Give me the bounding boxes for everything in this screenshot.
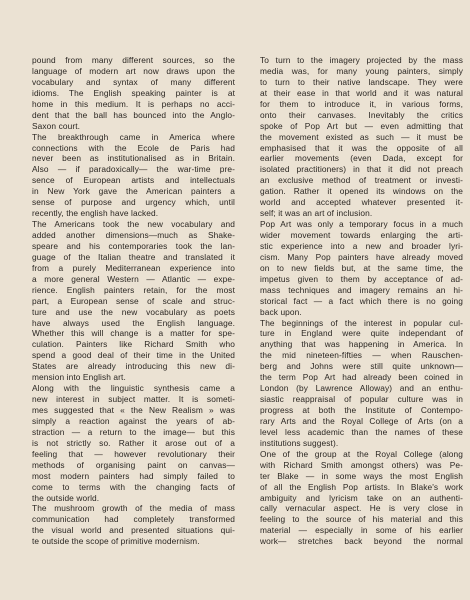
text-line: an exclusive method of treatment or investi- bbox=[260, 175, 463, 186]
text-line: of all the English Pop artists. In Blake's work bbox=[260, 481, 463, 492]
text-line: mension into English art. bbox=[32, 372, 126, 383]
text-line: Pop Art was only a temporary focus in a much bbox=[260, 219, 463, 230]
text-line: world and accepted whatever presented it- bbox=[260, 197, 463, 208]
text-line: never been as institutionalised as in Britain. bbox=[32, 153, 235, 164]
text-line: a more general Western — Atlantic — expe- bbox=[32, 273, 235, 284]
text-line: idioms. The English speaking painter is at bbox=[32, 87, 235, 98]
text-line: from a purely Mediterranean experience into bbox=[32, 262, 235, 273]
text-line: communication had completely transformed bbox=[32, 514, 235, 525]
text-line: wider movement towards enlarging the arti- bbox=[260, 230, 463, 240]
left-text-column bbox=[32, 55, 235, 547]
text-line: stic experience into a new and broader lyri- bbox=[260, 240, 463, 251]
text-line: States are already introducing this new di- bbox=[32, 361, 235, 372]
text-line: level less academic than the names of these bbox=[260, 426, 463, 437]
text-line: for them to introduce it, in various forms, bbox=[260, 98, 463, 109]
text-line: in New York gave the American painters a bbox=[32, 186, 235, 197]
text-line: guage of the Italian theatre and translated it bbox=[32, 251, 235, 262]
text-line: added another dimensions—much as Shake- bbox=[32, 230, 235, 240]
text-line: back upon. bbox=[260, 306, 302, 317]
text-line: self; it was an art of inclusion. bbox=[260, 208, 373, 219]
text-line: siastic reappraisal of popular culture was in bbox=[260, 394, 463, 405]
text-line: material — especially in some of his earlier bbox=[260, 525, 463, 536]
text-line: The beginnings of the interest in popular cul- bbox=[260, 317, 463, 328]
text-line: the term Pop Art had already been coined in bbox=[260, 372, 463, 383]
text-line: on to new fields but, at the same time, the bbox=[260, 262, 463, 273]
text-line: The Americans took the new vocabulary and bbox=[32, 219, 235, 230]
text-line: most modern painters had simply failed to bbox=[32, 470, 235, 481]
text-line: new interest in subject matter. It is someti- bbox=[32, 394, 235, 405]
text-line: feeling that — however revolutionary their bbox=[32, 448, 235, 459]
text-line: media was, for many young painters, simply bbox=[260, 65, 463, 76]
text-line: home in this medium. It is perhaps no acci- bbox=[32, 98, 235, 109]
text-line: have always used the English language. bbox=[32, 317, 235, 328]
text-line: cally vernacular aspect. He is very close in bbox=[260, 503, 463, 514]
text-line: One of the group at the Royal College (along bbox=[260, 448, 463, 459]
text-line: impetus given to them by acceptance of ad- bbox=[260, 273, 463, 284]
text-line: ambiguity and lyricism take on an authenti- bbox=[260, 492, 463, 503]
text-line: is not strictly so. Rather it arose out of a bbox=[32, 437, 235, 448]
text-line: isolated practitioners) in that it did not preach bbox=[260, 164, 463, 175]
text-line: gation. Rather it opened its windows on the bbox=[260, 186, 463, 197]
text-line: Whether this will change is a matter for spe- bbox=[32, 328, 235, 339]
text-line: methods of organising paint on canvas— bbox=[32, 459, 235, 470]
right-text-column bbox=[260, 55, 463, 547]
text-line: The breakthrough came in America where bbox=[32, 131, 235, 142]
text-line: To turn to the imagery projected by the mass bbox=[260, 55, 463, 65]
text-line: earlier movements (even Dada, except for bbox=[260, 153, 463, 164]
text-line: sense of purpose and urgency which, until bbox=[32, 197, 235, 208]
text-line: mass techniques and imagery remains an hi- bbox=[260, 284, 463, 295]
text-line: storical fact — a fact which there is no going bbox=[260, 295, 463, 306]
text-line: anything that was happening in America. In bbox=[260, 339, 463, 350]
text-line: the mid nineteen-fifties — when Rauschen- bbox=[260, 350, 463, 361]
text-line: work— stretches back beyond the normal bbox=[260, 536, 463, 547]
text-line: cism. Many Pop painters have already moved bbox=[260, 251, 463, 262]
text-line: speare and his contemporaries took the lan- bbox=[32, 240, 235, 251]
text-line: the movement existed as such — it must be bbox=[260, 131, 463, 142]
text-line: at their ease in that world and it was natural bbox=[260, 87, 463, 98]
text-line: Saxon court. bbox=[32, 120, 81, 131]
text-line: come to terms with the changing facts of bbox=[32, 481, 235, 492]
text-line: straction — a return to the image— but this bbox=[32, 426, 235, 437]
text-line: connections with the Ecole de Paris had bbox=[32, 142, 235, 153]
text-line: sence of European artists and intellectuals bbox=[32, 175, 235, 186]
text-line: institutions suggest). bbox=[260, 437, 339, 448]
text-line: feeling to the source of his material and this bbox=[260, 514, 463, 525]
text-line: te outside the scope of primitive modernism. bbox=[32, 536, 200, 547]
text-line: Also — if paradoxically— the war-time pre- bbox=[32, 164, 235, 175]
text-line: recently, the english have lacked. bbox=[32, 208, 159, 219]
text-line: with Richard Smith amongst others) was Pe- bbox=[260, 459, 463, 470]
text-line: the visual world and presented situations qui- bbox=[32, 525, 235, 536]
text-line: Along with the linguistic synthesis came a bbox=[32, 383, 235, 394]
text-line: mes suggested that « the New Realism » was bbox=[32, 405, 235, 415]
text-line: ture and use the new vocabulary as poets bbox=[32, 306, 235, 317]
text-line: The mushroom growth of the media of mass bbox=[32, 503, 235, 514]
text-line: the outside world. bbox=[32, 492, 100, 503]
text-line: vocabulary and syntax of many different bbox=[32, 76, 235, 87]
text-line: berg and Johns were still quite unknown— bbox=[260, 361, 463, 372]
text-line: rary Arts and the Royal College of Arts (on a bbox=[260, 415, 463, 426]
text-line: simply a reaction against the years of ab- bbox=[32, 415, 235, 426]
text-line: language of modern art now draws upon the bbox=[32, 65, 235, 76]
text-line: to turn to their native landscape. They were bbox=[260, 76, 463, 87]
text-line: spend a good deal of their time in the United bbox=[32, 350, 235, 361]
text-line: ter Blake — in some ways the most English bbox=[260, 470, 463, 481]
text-line: London (by Lawrence Alloway) and an enthu- bbox=[260, 383, 463, 394]
text-line: part, a European sense of scale and struc- bbox=[32, 295, 235, 306]
text-line: rience. English painters retain, for the most bbox=[32, 284, 235, 295]
text-line: culation. Painters like Richard Smith who bbox=[32, 339, 235, 350]
text-line: ture in England were quite independant of bbox=[260, 328, 463, 339]
text-line: pound from many different sources, so the bbox=[32, 55, 235, 65]
text-line: onto their canvases. Inevitably the critics bbox=[260, 109, 463, 120]
text-line: progress at both the Institute of Contempo- bbox=[260, 405, 463, 415]
text-line: dent that the ball has bounced into the Anglo- bbox=[32, 109, 235, 120]
text-line: emphasised that it was the opposite of all bbox=[260, 142, 463, 153]
text-line: spoke of Pop Art but — even admitting that bbox=[260, 120, 463, 131]
